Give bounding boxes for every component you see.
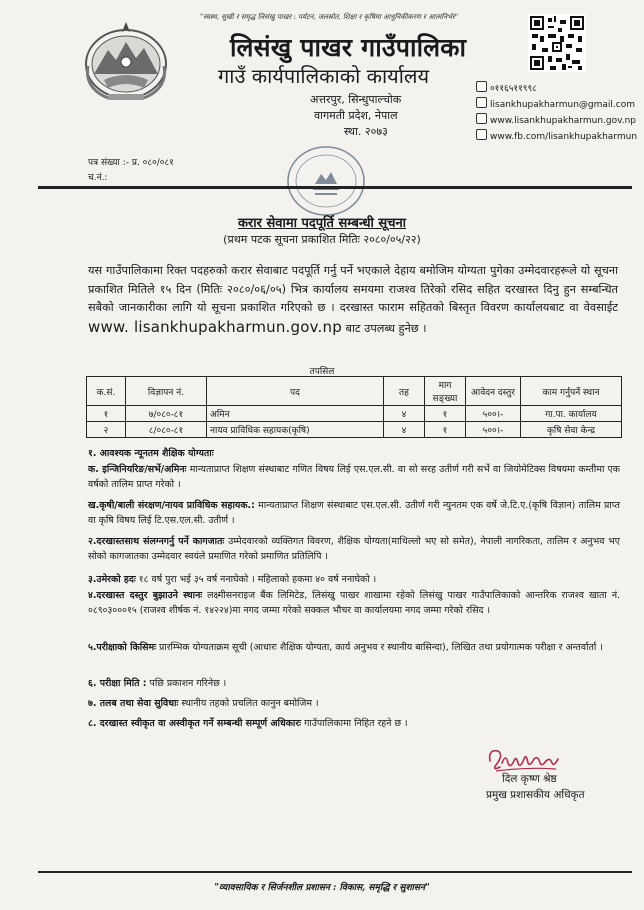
col-demand: माग सङ्ख्या (425, 377, 466, 406)
signatory-name: दिल कृष्ण श्रेष्ठ (502, 773, 557, 785)
cell-demand: १ (425, 406, 466, 422)
section-1b (88, 498, 620, 530)
qr-code-icon (528, 14, 586, 72)
vacancy-table (86, 376, 622, 438)
address-line-1: अत्तरपुर, सिन्धुपाल्चोक (310, 93, 402, 106)
email-address: lisankhupakharmun@gmail.com (490, 100, 635, 110)
cell-ad-no: ७/०८०-८१ (126, 406, 207, 422)
cell-sn: २ (87, 422, 126, 438)
col-post: पद (207, 377, 384, 406)
section-1a-text: मान्यताप्राप्त शिक्षण संस्थाबाट गणित विषय लिई एस.एल.सी. वा सो सरह उतीर्ण गरी सर्भे वा जियोमेटिक्स विषयमा कम्तीमा एक वर्षको तालिम प्राप्त गरेको । (88, 464, 620, 490)
section-6-text: पछि प्रकाशन गरिनेछ । (149, 678, 227, 689)
table-row (87, 422, 622, 438)
col-level: तह (384, 377, 425, 406)
section-5-text: प्रारम्भिक योग्यताक्रम सूची (आधारः शैक्षिक योग्यता, कार्य अनुभव र स्थानीय बासिन्दा), लिखित तथा प्रयोगात्मक परीक्षा र अन्तर्वार्ता । (158, 642, 603, 653)
section-7-label: ७. तलब तथा सेवा सुविधाः (88, 698, 179, 709)
website-link[interactable]: www. lisankhupakharmun.gov.np (88, 317, 342, 336)
header-divider (38, 186, 632, 189)
email-icon (476, 97, 487, 108)
phone-row (476, 81, 637, 97)
notice-title: करार सेवामा पदपूर्ति सम्बन्धी सूचना (237, 216, 407, 231)
nepal-municipality-emblem-icon (78, 18, 174, 104)
section-7 (88, 696, 620, 711)
cell-level: ४ (384, 422, 425, 438)
section-5 (88, 640, 620, 672)
address-line-2: वागमती प्रदेश, नेपाल (314, 109, 398, 122)
dispatch-number: च.नं.: (88, 173, 108, 183)
col-fee: आवेदन दस्तुर (466, 377, 521, 406)
section-4 (88, 588, 620, 636)
section-2 (88, 534, 620, 566)
website-row (476, 113, 637, 129)
section-5-label: ५.परीक्षाको किसिमः (88, 642, 156, 653)
section-8-label: ८. दरखास्त स्वीकृत वा अस्वीकृत गर्ने सम्बन्धी सम्पूर्ण अधिकारः (88, 718, 302, 729)
email-row (476, 97, 637, 113)
office-name: लिसंखु पाखर गाउँपालिका (230, 33, 467, 62)
table-caption: तपसिल (309, 367, 335, 377)
section-4-text: लक्ष्मीसनराइज बैंक लिमिटेड, लिसंखु पाखर शाखामा रहेको लिसंखु पाखर गाउँपालिकाको आन्तरिक राजश्व खाता नं. ०८९०३०००१५ (राजश्व शीर्षक नं. १४२२४)मा नगद जम्मा गरेको सक्कल भौचर वा कार्यालयमा नगद जम्मा गरेको रसिद । (88, 590, 620, 616)
footer-motto: "व्यावसायिक र सिर्जनशील प्रशासन : विकास, समृद्धि र सुशासन" (214, 883, 430, 893)
section-8-text: गाउँपालिकामा निहित रहने छ । (304, 718, 408, 729)
section-1b-text: मान्यताप्राप्त शिक्षण संस्थाबाट एस.एल.सी. उतीर्ण गरी न्युनतम एक वर्षे जे.टि.ए.(कृषि विज्ञान) तालिम प्राप्त वा कृषि विषय लिई टि.एस.एल.सी. उतीर्ण । (88, 500, 620, 526)
office-stamp-icon (285, 140, 367, 222)
cell-post: अमिन (207, 406, 384, 422)
section-1b-label: ख.कृषी/बाली संरक्षण/नायव प्राविधिक सहायक.: (88, 500, 255, 511)
cell-location: कृषि सेवा केन्द्र (521, 422, 622, 438)
section-1a (88, 462, 620, 494)
section-3-label: ३.उमेरको हदः (88, 574, 136, 585)
notice-subtitle: (प्रथम पटक सूचना प्रकाशित मितिः २०८०/०५/२२) (223, 233, 421, 246)
section-3 (88, 572, 620, 587)
signatory-title: प्रमुख प्रशासकीय अधिकृत (486, 789, 585, 801)
section-2-text: उम्मेदवारको व्यक्तिगत विवरण, शैक्षिक योग्यता(माथिल्लो भए सो समेत), नेपाली नागरिकता, तालिम र अनुभव भए सोको कागजातका उम्मेदवार स्वयंले प्रमाणित गरेको प्रमाणित प्रतिलिपि । (88, 536, 620, 562)
col-sn: क.सं. (87, 377, 126, 406)
notice-paragraph (88, 262, 618, 338)
section-2-label: २.दरखास्तसाथ संलग्नगर्नु पर्ने कागजातः (88, 536, 225, 547)
cell-demand: १ (425, 422, 466, 438)
col-ad-no: विज्ञापन नं. (126, 377, 207, 406)
phone-icon (476, 81, 487, 92)
section-6 (88, 676, 620, 691)
footer-divider (38, 871, 632, 873)
reference-block (88, 156, 174, 186)
section-1a-label: क. इन्जिनियरिङ/सर्भे/अमिनः (88, 464, 187, 475)
paragraph-text: यस गाउँपालिकामा रिक्त पदहरुको करार सेवाबाट पदपूर्ति गर्नु पर्ने भएकाले देहाय बमोजिम योग्यता पुगेका उम्मेदवारहरूले यो सूचना प्रकाशित मितिले १५ दिन (मितिः २०८०/०६/०५) भित्र कार्यालय समयमा राजश्व तिरेको रसिद सहित दरखास्त दिनु हुन सम्बन्धित सबैको जानकारीका लागि यो सूचना प्रकाशित गरिएको छ । दरखास्त फाराम सहितको बिस्तृत विवरण कार्यालयबाट वा वेवसाईट (88, 264, 618, 314)
letter-number: पत्र संख्या :- प्र. ०८०/०८१ (88, 158, 174, 168)
cell-sn: १ (87, 406, 126, 422)
cell-level: ४ (384, 406, 425, 422)
letterhead-motto: "स्वस्थ, सुखी र समृद्ध लिसंखु पाखर : पर्यटन, जलस्रोत, शिक्षा र कृषिमा आधुनिकीकरण र आत्मनिर्भर" (200, 13, 459, 21)
section-1-heading (88, 446, 620, 461)
section-4-label: ४.दरखास्त दस्तुर बुझाउने स्थानः (88, 590, 203, 601)
facebook-address: www.fb.com/lisankhupakharmun (490, 132, 638, 142)
section-8 (88, 716, 620, 731)
contact-block (476, 81, 637, 145)
facebook-row (476, 129, 637, 145)
section-3-text: १८ वर्ष पुरा भई ३५ वर्ष ननाघेको । महिलाको हकमा ४० वर्ष ननाघेको । (138, 574, 377, 585)
globe-icon (476, 113, 487, 124)
established-year: स्था. २०७३ (344, 125, 388, 138)
table-row (87, 406, 622, 422)
cell-fee: ५००।- (466, 406, 521, 422)
office-subtitle: गाउँ कार्यपालिकाको कार्यालय (218, 64, 430, 88)
cell-post: नायव प्राविधिक सहायक(कृषि) (207, 422, 384, 438)
cell-location: गा.पा. कार्यालय (521, 406, 622, 422)
paragraph-end: बाट उपलब्ध हुनेछ । (345, 321, 427, 335)
table-header-row (87, 377, 622, 406)
col-location: काम गर्नुपर्ने स्थान (521, 377, 622, 406)
section-1-label: १. आवश्यक न्यूनतम शैक्षिक योग्यताः (88, 448, 214, 459)
section-6-label: ६. परीक्षा मिति : (88, 678, 147, 689)
section-7-text: स्थानीय तहको प्रचलित कानुन बमोजिम । (181, 698, 319, 709)
cell-fee: ५००।- (466, 422, 521, 438)
website-address: www.lisankhupakharmun.gov.np (490, 116, 637, 126)
cell-ad-no: ८/०८०-८१ (126, 422, 207, 438)
phone-number: ०११६५११९९८ (490, 84, 537, 94)
facebook-icon (476, 129, 487, 140)
